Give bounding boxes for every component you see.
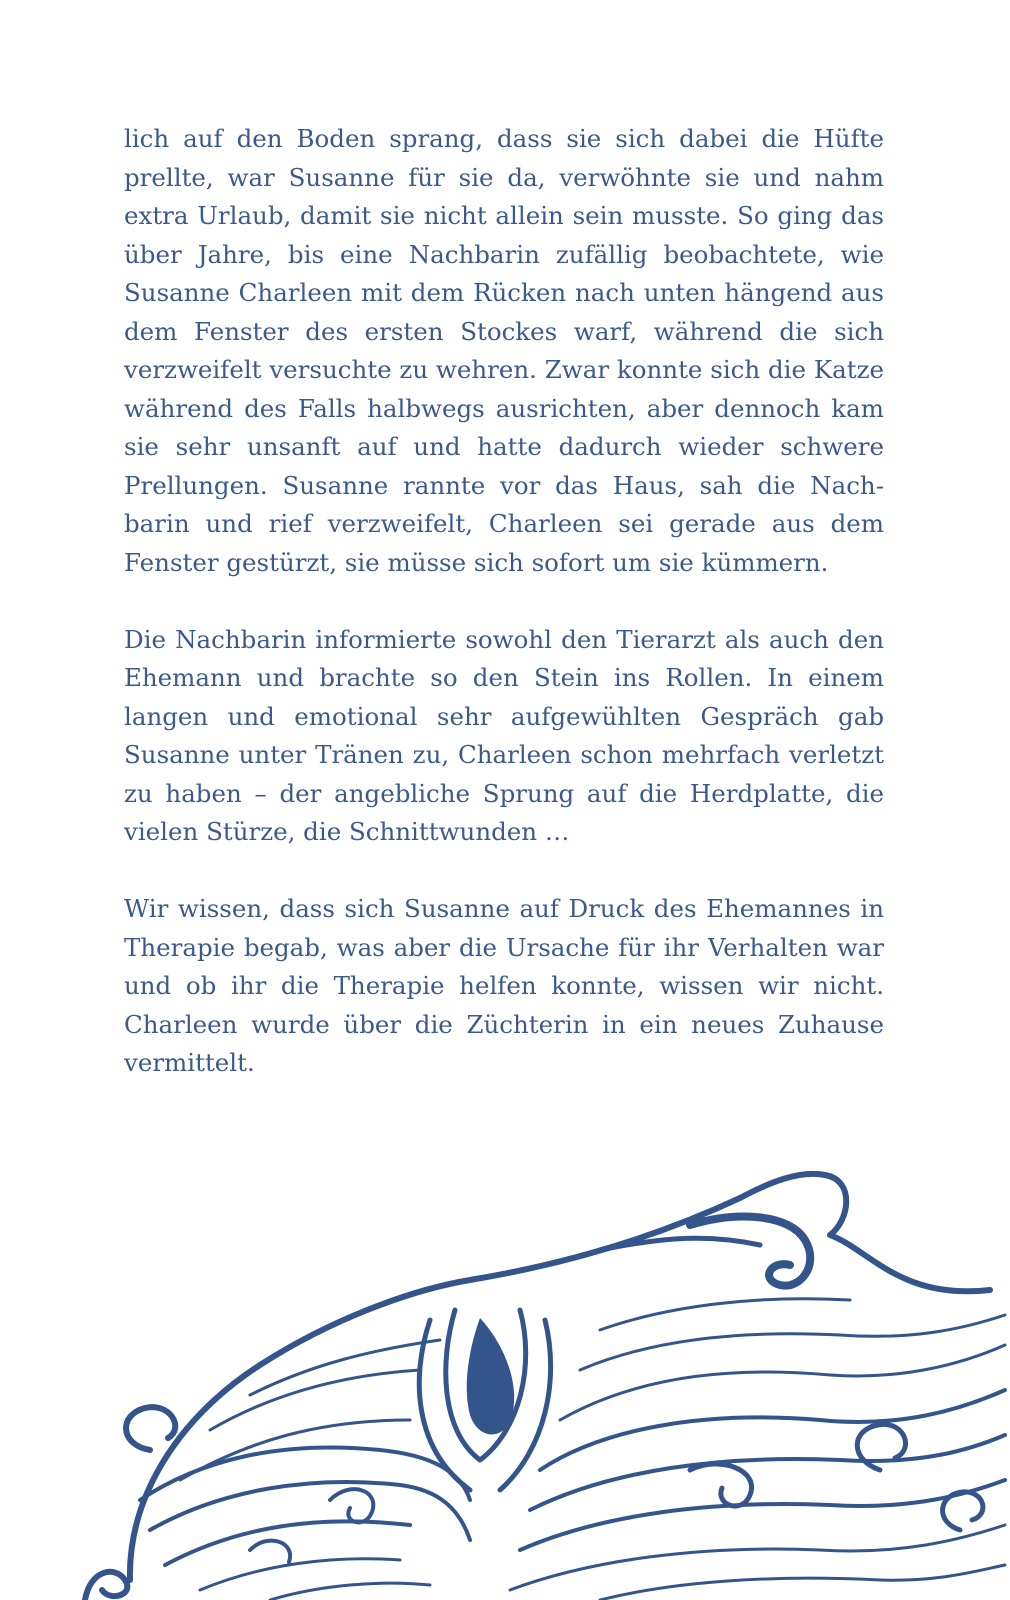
paragraph-3: Wir wissen, dass sich Susanne auf Druck des Ehemannes in Therapie begab, was aber die Ursache für ihr Verhalten war und ob ihr die Therapie helfen konnte, wissen wir nicht. Charleen wurde über die Züchterin in ein neues Zuhause vermittelt. (124, 894, 884, 1077)
ink-wave-hair-illustration-icon (0, 1170, 1010, 1600)
paragraph-2: Die Nachbarin informierte sowohl den Tierarzt als auch den Ehemann und brachte so den Stein ins Rollen. In einem langen und emotional sehr aufgewühlten Gespräch gab Susanne unter Tränen zu, Charleen schon mehrfach verletzt zu haben – der angebliche Sprung auf die Herdplatte, die vielen Stürze, die Schnittwunden … (124, 624, 884, 846)
body-text (124, 120, 884, 1083)
paragraph-1: lich auf den Boden sprang, dass sie sich dabei die Hüfte prellte, war Susanne für sie da, verwöhnte sie und nahm extra Urlaub, damit sie nicht allein sein musste. So ging das über Jahre, bis eine Nachbarin zufällig beobachtete, wie Susanne Charleen mit dem Rücken nach unten hängend aus dem Fenster des ersten Stockes warf, während die sich verzweifelt versuchte zu wehren. Zwar konnte sich die Katze während des Falls halbwegs ausrichten, aber dennoch kam sie sehr unsanft auf und hatte dadurch wieder schwere Prellungen. Susanne rannte vor das Haus, sah die Nachbarin und rief verzweifelt, Charleen sei gerade aus dem Fenster gestürzt, sie müsse sich sofort um sie kümmern. (124, 124, 884, 577)
